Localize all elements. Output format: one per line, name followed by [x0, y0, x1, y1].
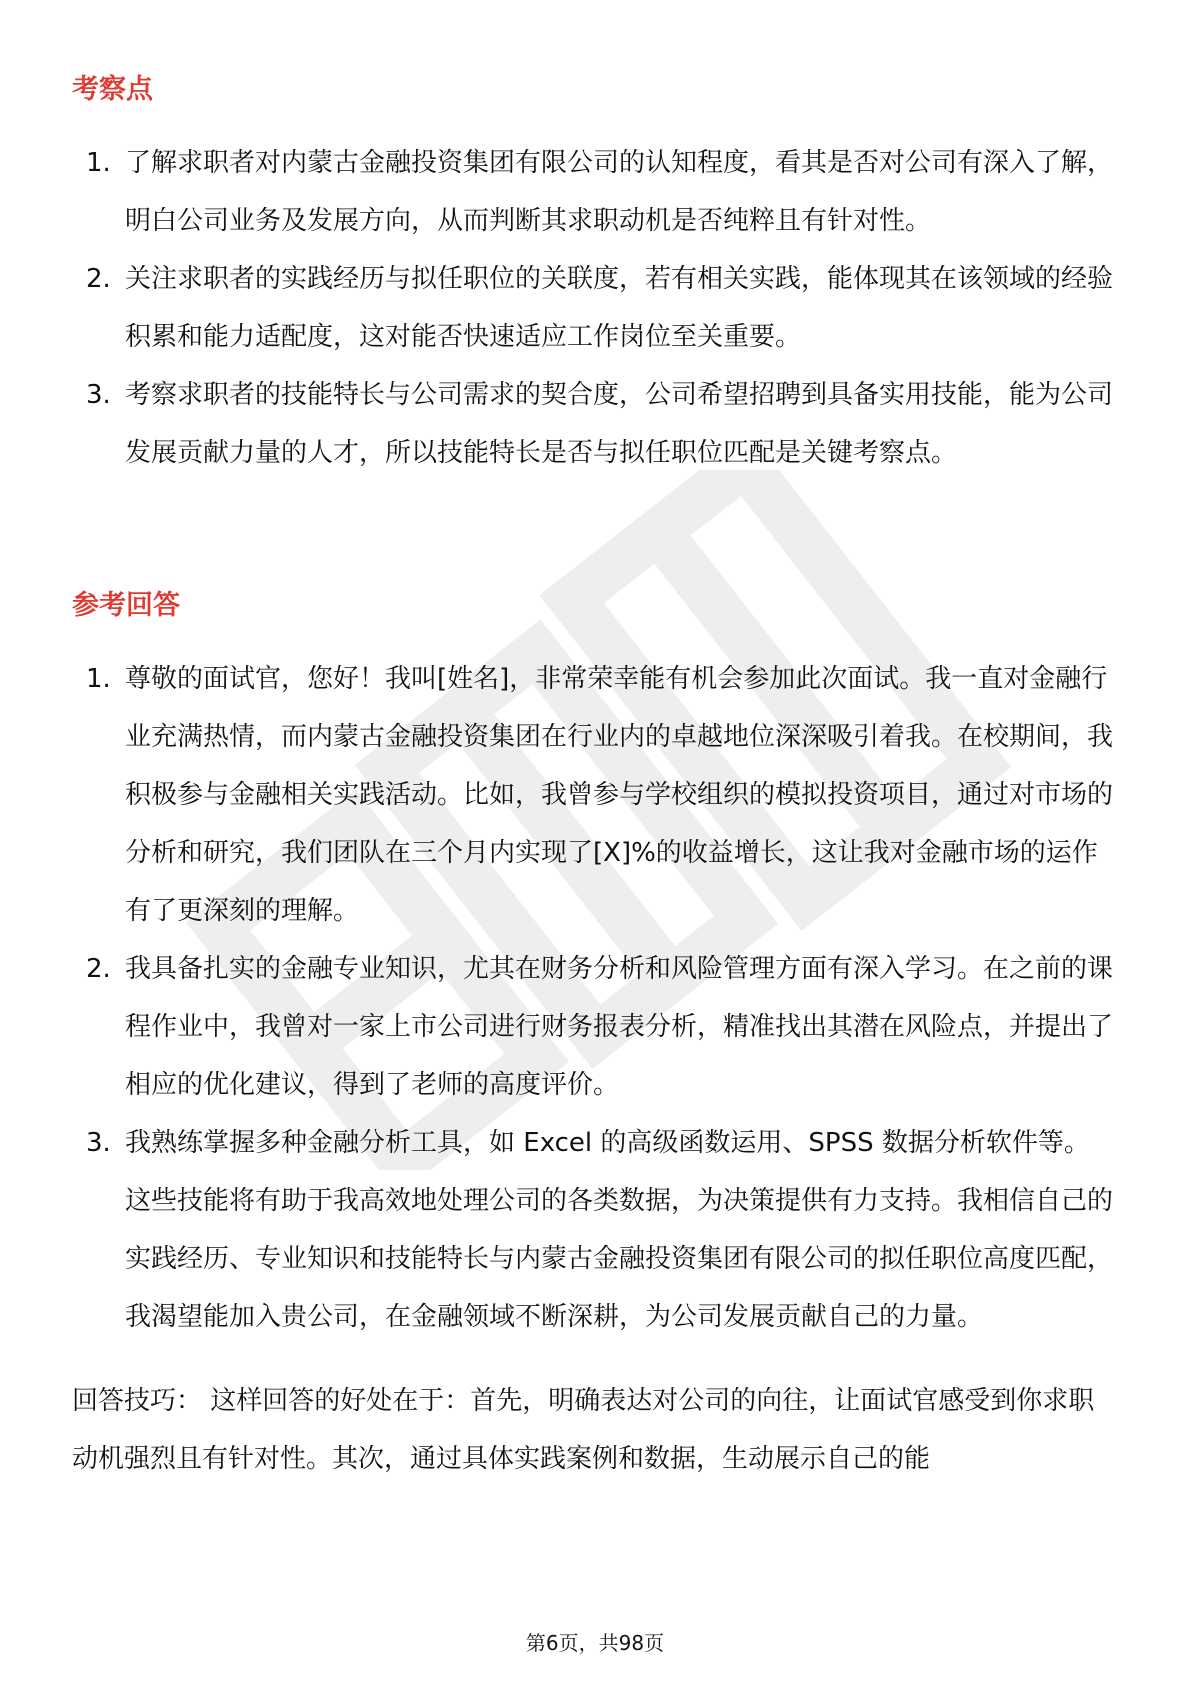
section-title-reference-answer: 参考回答: [72, 590, 180, 621]
page-number-footer: 第6页，共98页: [525, 1631, 665, 1655]
list-item-text: 关注求职者的实践经历与拟任职位的关联度，若有相关实践，能体现其在该领域的经验积累和能力适配度，这对能否快速适应工作岗位至关重要。: [125, 264, 1114, 352]
assessment-list: [0, 134, 1190, 482]
list-item: [0, 650, 1190, 940]
list-item-text: 我具备扎实的金融专业知识，尤其在财务分析和风险管理方面有深入学习。在之前的课程作业中，我曾对一家上市公司进行财务报表分析，精准找出其潜在风险点，并提出了相应的优化建议，得到了老师的高度评价。: [125, 954, 1114, 1100]
list-item-number: 3.: [86, 1128, 111, 1158]
list-item-number: 3.: [86, 380, 111, 410]
list-item: [0, 940, 1190, 1114]
list-item-text: 尊敬的面试官，您好！我叫[姓名]，非常荣幸能有机会参加此次面试。我一直对金融行业充满热情，而内蒙古金融投资集团在行业内的卓越地位深深吸引着我。在校期间，我积极参与金融相关实践活动。比如，我曾参与学校组织的模拟投资项目，通过对市场的分析和研究，我们团队在三个月内实现了[X]%的收益增长，这让我对金融市场的运作有了更深刻的理解。: [125, 664, 1114, 926]
list-item: [0, 134, 1190, 250]
list-item: [0, 1114, 1190, 1346]
answer-list: [0, 650, 1190, 1346]
list-item: [0, 250, 1190, 366]
list-item-number: 1.: [86, 664, 111, 694]
list-item-text: 了解求职者对内蒙古金融投资集团有限公司的认知程度，看其是否对公司有深入了解，明白公司业务及发展方向，从而判断其求职动机是否纯粹且有针对性。: [125, 148, 1114, 236]
answer-tips-paragraph: 回答技巧： 这样回答的好处在于：首先，明确表达对公司的向往，让面试官感受到你求职动机强烈且有针对性。其次，通过具体实践案例和数据，生动展示自己的能: [72, 1386, 1095, 1474]
list-item-number: 2.: [86, 954, 111, 984]
list-item-number: 1.: [86, 148, 111, 178]
list-item-number: 2.: [86, 264, 111, 294]
list-item-text: 我熟练掌握多种金融分析工具，如 Excel 的高级函数运用、SPSS 数据分析软件等。这些技能将有助于我高效地处理公司的各类数据，为决策提供有力支持。我相信自己的实践经历、专业知识和技能特长与内蒙古金融投资集团有限公司的拟任职位高度匹配，我渴望能加入贵公司，在金融领域不断深耕，为公司发展贡献自己的力量。: [125, 1128, 1114, 1332]
section-title-assessment: 考察点: [72, 74, 153, 105]
list-item-text: 考察求职者的技能特长与公司需求的契合度，公司希望招聘到具备实用技能，能为公司发展贡献力量的人才，所以技能特长是否与拟任职位匹配是关键考察点。: [125, 380, 1114, 468]
list-item: [0, 366, 1190, 482]
